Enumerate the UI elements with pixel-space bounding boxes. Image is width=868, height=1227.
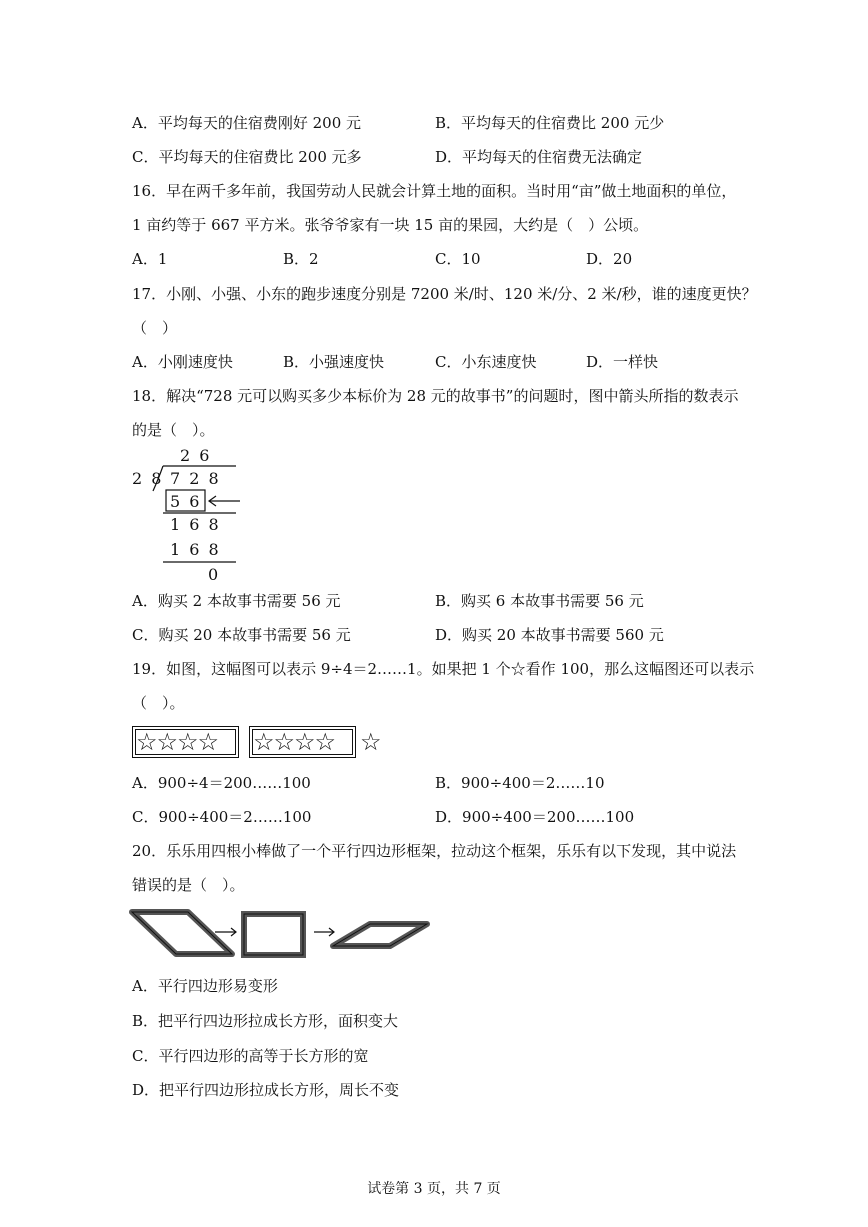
arrow-right-icon [215,928,236,936]
q19-option-d: D．900÷400＝200……100 [435,808,635,826]
q19-option-b: B．900÷400＝2……10 [435,774,605,792]
q17-option-c: C．小东速度快 [435,353,537,371]
q17-option-d: D．一样快 [586,353,659,371]
division-step-168-b: 1 6 8 [170,540,221,559]
q20-option-b: B．把平行四边形拉成长方形，面积变大 [132,1012,399,1030]
q18-question-line2: 的是（ ）。 [132,421,215,439]
q15-option-d: D．平均每天的住宿费无法确定 [435,148,643,166]
q19-question-line1: 19．如图，这幅图可以表示 9÷4＝2……1。如果把 1 个☆看作 100，那么这幅图还可以表示 [132,660,755,678]
q16-option-d: D．20 [586,250,633,268]
division-divisor: 2 8 [132,469,164,488]
q16-question-line2: 1 亩约等于 667 平方米。张爷爷家有一块 15 亩的果园，大约是（ ）公顷。 [132,216,649,234]
division-remainder: 0 [208,565,219,584]
q16-option-b: B．2 [283,250,319,268]
division-quotient: 2 6 [180,446,212,465]
star-icon-group-1: ☆☆☆☆ [136,728,219,756]
q20-option-d: D．把平行四边形拉成长方形，周长不变 [132,1081,400,1099]
q17-option-a: A．小刚速度快 [132,353,233,371]
star-icon-single: ☆ [360,728,382,756]
division-step-168-a: 1 6 8 [170,515,221,534]
q15-option-b: B．平均每天的住宿费比 200 元少 [435,114,665,132]
division-step-56: 5 6 [170,492,202,511]
q17-question-line2: （ ） [132,319,178,337]
parallelogram-frame-icon [132,912,232,954]
star-icon-group-2: ☆☆☆☆ [253,728,336,756]
page-footer: 试卷第 3 页，共 7 页 [367,1181,501,1197]
arrow-right-icon [314,928,334,936]
rectangle-frame-icon [244,914,303,955]
q19-option-c: C．900÷400＝2……100 [132,808,312,826]
q16-option-c: C．10 [435,250,481,268]
q18-question-line1: 18．解决“728 元可以购买多少本标价为 28 元的故事书”的问题时，图中箭头所指的数表示 [132,387,739,405]
q20-option-a: A．平行四边形易变形 [132,977,278,995]
q18-option-a: A．购买 2 本故事书需要 56 元 [132,592,341,610]
q16-question-line1: 16．早在两千多年前，我国劳动人民就会计算土地的面积。当时用“亩”做土地面积的单位， [132,182,737,200]
division-dividend: 7 2 8 [170,469,221,488]
flat-parallelogram-frame-icon [333,924,427,946]
q16-option-a: A．1 [132,250,168,268]
q20-question-line2: 错误的是（ ）。 [132,876,245,894]
q15-option-c: C．平均每天的住宿费比 200 元多 [132,148,362,166]
q18-option-c: C．购买 20 本故事书需要 56 元 [132,626,351,644]
q18-option-b: B．购买 6 本故事书需要 56 元 [435,592,644,610]
q20-question-line1: 20．乐乐用四根小棒做了一个平行四边形框架，拉动这个框架，乐乐有以下发现，其中说法 [132,842,737,860]
q17-question-line1: 17．小刚、小强、小东的跑步速度分别是 7200 米/时、120 米/分、2 米/秒，谁的速度更快？ [132,285,757,303]
q20-option-c: C．平行四边形的高等于长方形的宽 [132,1047,369,1065]
q17-option-b: B．小强速度快 [283,353,385,371]
q19-option-a: A．900÷4＝200……100 [132,774,311,792]
q19-question-line2: （ ）。 [132,694,185,712]
q15-option-a: A．平均每天的住宿费刚好 200 元 [132,114,362,132]
q18-option-d: D．购买 20 本故事书需要 560 元 [435,626,664,644]
